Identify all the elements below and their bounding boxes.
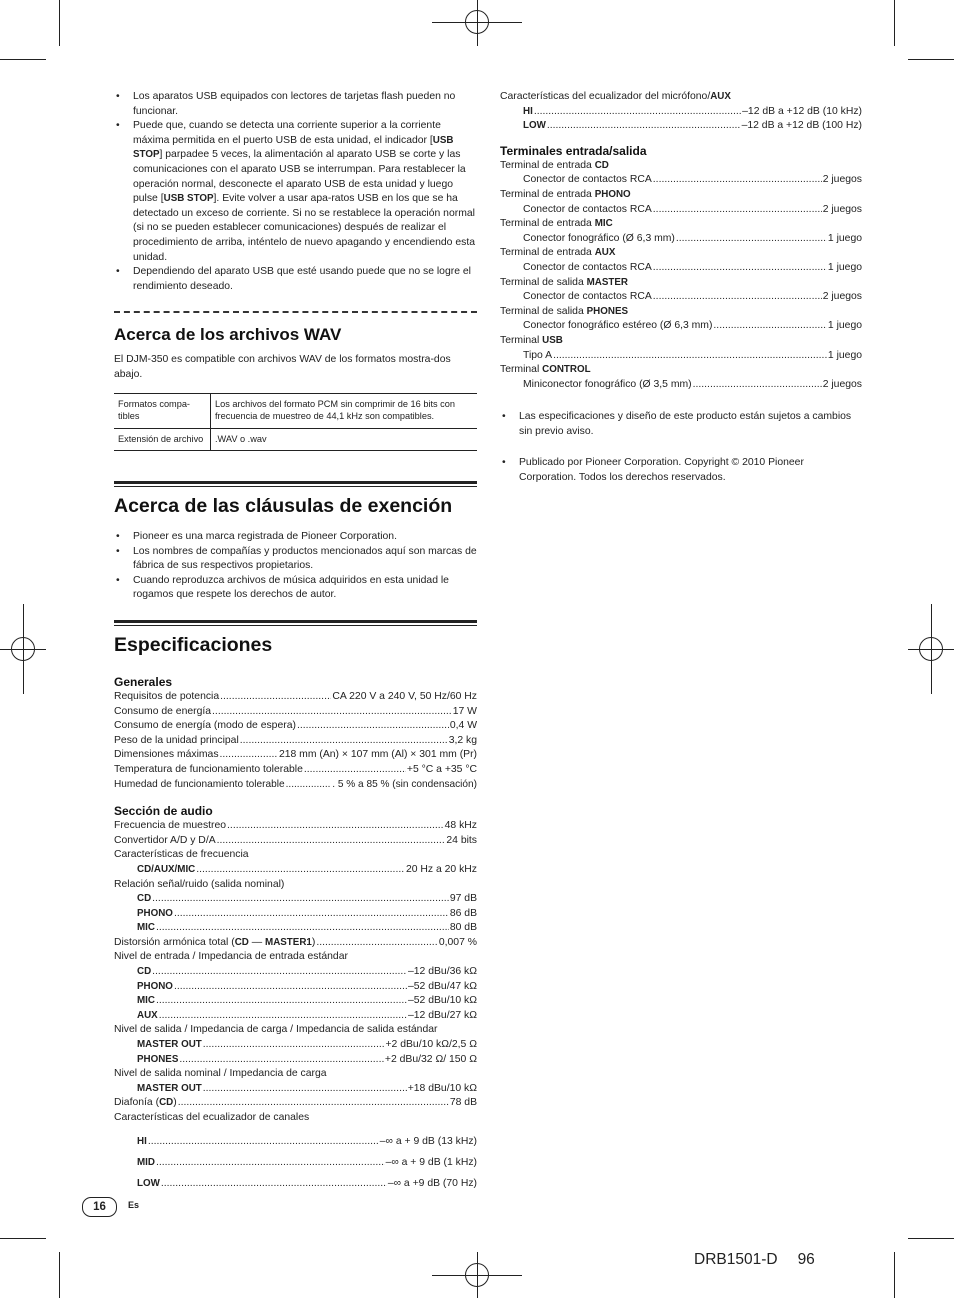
text: Terminal de entrada <box>500 218 595 230</box>
spec-label: Miniconector fonográfico (Ø 3,5 mm) <box>523 378 692 390</box>
spec-value: 0,007 % <box>438 936 477 948</box>
wav-intro: El DJM-350 es compatible con archivos WAV de los formatos mostra-dos abajo. <box>114 354 451 380</box>
spec-row <box>114 1096 477 1111</box>
spec-value: 1 juego <box>827 261 862 273</box>
section-rule <box>114 620 477 626</box>
usb-notes-list <box>114 90 477 294</box>
spec-row <box>500 319 862 334</box>
spec-row <box>114 734 477 749</box>
spec-value: 2 juegos <box>822 378 862 390</box>
spec-group-title <box>500 363 862 378</box>
spec-value: 1 juego <box>827 232 862 244</box>
spec-label: PHONO <box>137 907 173 919</box>
list-item: • Cuando reproduzca archivos de música adquiridos en esta unidad le rogamos que respete los derechos de autor. <box>114 574 477 603</box>
table-row <box>114 393 477 428</box>
text: ]. Evite volver a usar apa-ratos USB en los que se ha detectado un exceso de corriente. Si no se restablece la operación normal (si no se pueden establecer comunicaciones) después de realizar el procedimiento de arriba, inténtelo de nuevo apagando y encendiendo esta unidad. <box>133 193 475 263</box>
spec-row <box>114 1082 477 1097</box>
spec-row <box>114 965 477 980</box>
spec-row <box>114 1053 477 1068</box>
crop-mark <box>59 0 60 46</box>
spec-value: 1 juego <box>827 349 862 361</box>
spec-row <box>500 105 862 120</box>
spec-label: MASTER OUT <box>137 1082 202 1094</box>
spec-label: Conector de contactos RCA <box>523 291 652 303</box>
spec-group-title <box>500 334 862 349</box>
mic-eq-specs <box>500 90 862 134</box>
spec-label: Frecuencia de muestreo <box>114 820 227 832</box>
text: AUX <box>594 247 616 259</box>
spec-row <box>114 748 477 763</box>
spec-value: –52 dBu/47 kΩ <box>407 980 477 992</box>
spec-label: CD <box>137 966 152 978</box>
spec-row <box>114 892 477 907</box>
spec-group-title: Nivel de salida nominal / Impedancia de carga <box>114 1068 327 1080</box>
spec-group-title <box>500 276 862 291</box>
usb-stop-key: USB STOP <box>163 193 214 205</box>
spec-label: Conector de contactos RCA <box>523 261 652 273</box>
spec-group-title: Nivel de salida / Impedancia de carga / Impedancia de salida estándar <box>114 1024 438 1036</box>
spec-value: 48 kHz <box>444 820 477 832</box>
language-code: Es <box>128 1200 140 1210</box>
spec-row <box>114 819 477 834</box>
crop-mark <box>908 59 954 60</box>
spec-row <box>114 705 477 720</box>
text: CONTROL <box>542 364 591 376</box>
list-item <box>114 119 477 265</box>
spec-label: HI <box>137 1135 147 1147</box>
crop-mark <box>894 0 895 46</box>
text: Terminal <box>500 364 543 376</box>
spec-label: Peso de la unidad principal <box>114 734 239 746</box>
wav-section-title: Acerca de los archivos WAV <box>114 325 342 345</box>
crop-mark <box>59 1252 60 1298</box>
spec-row <box>500 232 862 247</box>
registration-mark <box>11 637 35 661</box>
spec-value: –12 dB a +12 dB (10 kHz) <box>742 105 862 117</box>
text: MASTER1 <box>265 936 312 948</box>
table-value: Los archivos del formato PCM sin comprimir de 16 bits con frecuencia de muestreo de 44,1 kHz son compatibles. <box>215 398 455 421</box>
list-item: • Dependiendo del aparato USB que esté usando puede que no se logre el rendimiento deseado. <box>114 265 477 294</box>
text: Terminal de salida <box>500 305 587 317</box>
spec-label: Convertidor A/D y D/A <box>114 834 216 846</box>
text: CD <box>234 936 249 948</box>
list-item: • Publicado por Pioneer Corporation. Copyright © 2010 Pioneer Corporation. Todos los derechos reservados. <box>500 456 862 485</box>
spec-row <box>500 290 862 305</box>
spec-row <box>114 921 477 936</box>
spec-label: LOW <box>137 1177 160 1189</box>
document-code <box>694 1251 815 1269</box>
table-key: Formatos compa-tibles <box>114 393 211 428</box>
wav-format-table <box>114 393 477 452</box>
text: USB <box>542 334 563 346</box>
spec-value: 17 W <box>452 705 477 717</box>
spec-row <box>114 1173 477 1194</box>
right-column <box>500 90 862 486</box>
spec-row <box>114 778 477 793</box>
spec-label: AUX <box>137 1009 158 1021</box>
text: PHONO <box>594 188 631 200</box>
text: ) <box>173 1097 177 1109</box>
text: Terminal de salida <box>500 276 587 288</box>
spec-label <box>114 936 315 951</box>
spec-label: Conector de contactos RCA <box>523 203 652 215</box>
spec-label: MIC <box>137 995 155 1007</box>
spec-value: +5 °C a +35 °C <box>406 763 477 775</box>
text: Diafonía ( <box>114 1097 160 1109</box>
spec-group-title: Características de frecuencia <box>114 849 249 861</box>
spec-row <box>114 980 477 995</box>
spec-row <box>500 261 862 276</box>
terminals-subtitle: Terminales entrada/salida <box>500 143 647 158</box>
general-specs <box>114 690 477 792</box>
doc-page: 96 <box>797 1251 815 1268</box>
spec-group-title: Nivel de entrada / Impedancia de entrada estándar <box>114 951 348 963</box>
text: — <box>248 936 266 948</box>
spec-label: Requisitos de potencia <box>114 690 220 702</box>
list-item: • Los aparatos USB equipados con lectores de tarjetas flash pueden no funcionar. <box>114 90 477 119</box>
usb-stop-key: USB STOP <box>133 134 454 161</box>
list-item: • Las especificaciones y diseño de este producto están sujetos a cambios sin previo aviso. <box>500 410 862 439</box>
spec-value: 3,2 kg <box>448 734 477 746</box>
notes-list <box>500 456 862 485</box>
spec-row <box>114 763 477 778</box>
spec-value: 97 dB <box>449 893 477 905</box>
crop-mark <box>0 59 46 60</box>
text: Distorsión armónica total ( <box>114 936 235 948</box>
spec-row <box>114 690 477 705</box>
crop-mark <box>894 1252 895 1298</box>
spec-label: Consumo de energía <box>114 705 212 717</box>
spec-value: 80 dB <box>449 922 477 934</box>
text: ) <box>311 936 316 948</box>
text: MIC <box>594 218 613 230</box>
spec-row <box>114 1132 477 1152</box>
spec-label: CD <box>137 893 152 905</box>
spec-value: . 5 % a 85 % (sin condensación) <box>332 778 477 790</box>
spec-value: 2 juegos <box>822 291 862 303</box>
spec-label: PHONO <box>137 980 173 992</box>
spec-label: Temperatura de funcionamiento tolerable <box>114 763 303 775</box>
spec-row <box>500 173 862 188</box>
spec-label: Conector de contactos RCA <box>523 174 652 186</box>
spec-group-title <box>500 217 862 232</box>
notes-list <box>500 410 862 439</box>
spec-label: LOW <box>523 120 546 132</box>
spec-label: MASTER OUT <box>137 1039 202 1051</box>
spec-row <box>114 1009 477 1024</box>
spec-row <box>114 1152 477 1173</box>
spec-row <box>500 119 862 134</box>
specs-section-title: Especificaciones <box>114 633 273 656</box>
spec-label: Humedad de funcionamiento tolerable <box>114 778 285 790</box>
table-value: .WAV o .wav <box>211 428 478 451</box>
registration-mark <box>919 637 943 661</box>
spec-group-title: Relación señal/ruido (salida nominal) <box>114 878 285 890</box>
spec-row <box>500 203 862 218</box>
spec-value: 24 bits <box>446 834 477 846</box>
spec-value: 20 Hz a 20 kHz <box>405 863 477 875</box>
spec-value: –12 dBu/36 kΩ <box>407 966 477 978</box>
audio-specs <box>114 819 477 1193</box>
spec-value: CA 220 V a 240 V, 50 Hz/60 Hz <box>332 690 477 702</box>
table-row <box>114 428 477 451</box>
registration-mark <box>465 10 489 34</box>
spec-row <box>500 378 862 393</box>
spec-value: 78 dB <box>449 1097 477 1109</box>
spec-label: HI <box>523 105 533 117</box>
spec-value: 86 dB <box>449 907 477 919</box>
spec-group-title <box>500 305 862 320</box>
spec-group-title <box>500 159 862 174</box>
general-subtitle: Generales <box>114 674 173 689</box>
left-column <box>114 90 477 1194</box>
disclaimer-list <box>114 530 477 603</box>
dashed-divider <box>114 311 477 313</box>
spec-value: 218 mm (An) × 107 mm (Al) × 301 mm (Pr) <box>278 749 477 761</box>
text: CD <box>159 1097 174 1109</box>
registration-mark <box>465 1263 489 1287</box>
spec-value: –∞ a +9 dB (70 Hz) <box>387 1177 477 1189</box>
table-key: Extensión de archivo <box>114 428 211 451</box>
spec-value: –12 dB a +12 dB (100 Hz) <box>741 120 862 132</box>
text: Características del ecualizador del micrófono/ <box>500 91 711 102</box>
text: Puede que, cuando se detecta una corriente superior a la corriente máxima permitida en el puerto USB de esta unidad, el indicador [ <box>133 120 441 146</box>
text: AUX <box>710 91 731 102</box>
audio-subtitle: Sección de audio <box>114 804 213 819</box>
list-item: • Pioneer es una marca registrada de Pioneer Corporation. <box>114 530 477 545</box>
spec-value: +2 dBu/10 kΩ/2,5 Ω <box>385 1039 477 1051</box>
text: MASTER <box>586 276 629 288</box>
spec-row <box>114 863 477 878</box>
spec-value: +2 dBu/32 Ω/ 150 Ω <box>384 1053 477 1065</box>
spec-row <box>114 1038 477 1053</box>
page-number: 16 <box>82 1197 117 1217</box>
spec-label: Tipo A <box>523 349 553 361</box>
spec-value: 0,4 W <box>449 720 477 732</box>
terminals-specs <box>500 159 862 393</box>
text: CD <box>594 159 609 171</box>
text: Terminal de entrada <box>500 247 595 259</box>
spec-value: –12 dBu/27 kΩ <box>407 1009 477 1021</box>
text: Terminal <box>500 334 543 346</box>
spec-label: CD/AUX/MIC <box>137 863 196 875</box>
spec-value: 2 juegos <box>822 203 862 215</box>
disclaimer-section-title: Acerca de las cláusulas de exención <box>114 495 453 517</box>
spec-value: –∞ a + 9 dB (13 kHz) <box>379 1135 477 1147</box>
spec-label: Dimensiones máximas <box>114 749 219 761</box>
section-rule <box>114 481 477 487</box>
text: Terminal de entrada <box>500 188 595 200</box>
crop-mark <box>0 1238 46 1239</box>
spec-group-title <box>500 188 862 203</box>
spec-row <box>114 719 477 734</box>
spec-row <box>500 349 862 364</box>
spec-group-title <box>500 246 862 261</box>
spec-value: +18 dBu/10 kΩ <box>407 1082 477 1094</box>
spec-value: –52 dBu/10 kΩ <box>407 995 477 1007</box>
crop-mark <box>908 1238 954 1239</box>
spec-label: MIC <box>137 922 155 934</box>
text: PHONES <box>586 305 629 317</box>
spec-label: Conector fonográfico estéreo (Ø 6,3 mm) <box>523 320 713 332</box>
doc-code: DRB1501-D <box>694 1251 778 1268</box>
spec-value: 2 juegos <box>822 174 862 186</box>
spec-label: MID <box>137 1156 155 1168</box>
spec-group-title: Características del ecualizador de canales <box>114 1112 310 1123</box>
list-item: • Los nombres de compañías y productos mencionados aquí son marcas de fábrica de sus respectivos propietarios. <box>114 545 477 574</box>
spec-label: Consumo de energía (modo de espera) <box>114 720 296 732</box>
spec-row <box>114 834 477 849</box>
spec-row <box>114 936 477 951</box>
spec-label: Conector fonográfico (Ø 6,3 mm) <box>523 232 675 244</box>
spec-value: 1 juego <box>827 320 862 332</box>
spec-value: –∞ a + 9 dB (1 kHz) <box>385 1156 477 1168</box>
spec-row <box>114 994 477 1009</box>
spec-group-title <box>500 90 862 105</box>
spec-label: PHONES <box>137 1053 179 1065</box>
text: ] parpadee 5 veces, la alimentación al aparato USB se corte y las comunicaciones con el aparato USB se interrumpan. Para restablecer la operación normal, desconecte el aparato USB de esta unidad y luego pulse [ <box>133 149 466 205</box>
spec-row <box>114 907 477 922</box>
text: Terminal de entrada <box>500 159 595 171</box>
spec-label <box>114 1096 177 1111</box>
